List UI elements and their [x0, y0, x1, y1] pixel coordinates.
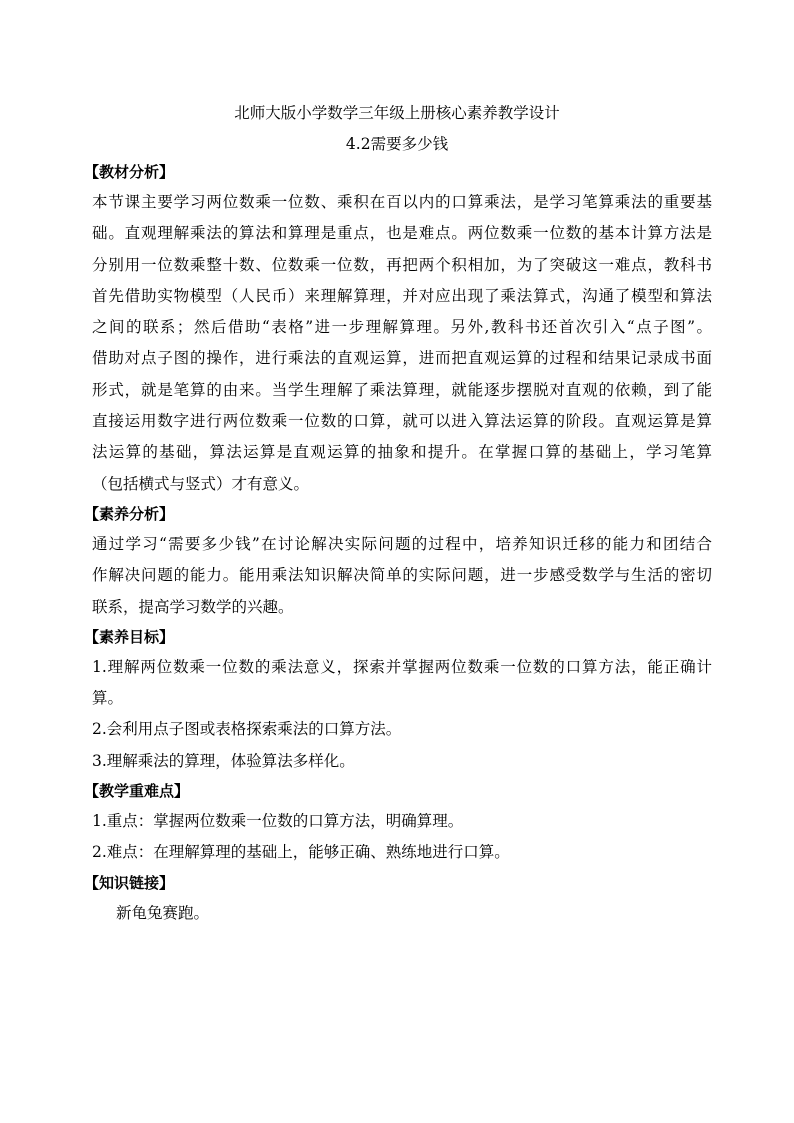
- document-title: 北师大版小学数学三年级上册核心素养教学设计: [234, 104, 560, 122]
- lesson-subtitle: 4.2需要多少钱: [345, 135, 449, 153]
- list-item: 1.理解两位数乘一位数的乘法意义，探索并掌握两位数乘一位数的口算方法，能正确计: [92, 657, 712, 676]
- paragraph-line: 作解决问题的能力。能用乘法知识解决简单的实际问题，进一步感受数学与生活的密切: [92, 566, 712, 585]
- paragraph-line: 分别用一位数乘整十数、位数乘一位数，再把两个积相加，为了突破这一难点，教科书: [92, 255, 712, 274]
- list-item: 新龟兔赛跑。: [116, 903, 210, 922]
- key-points-list: [92, 806, 712, 869]
- paragraph-line: 础。直观理解乘法的算法和算理是重点，也是难点。两位数乘一位数的基本计算方法是: [92, 224, 712, 243]
- list-item: 3.理解乘法的算理，体验算法多样化。: [92, 751, 355, 770]
- paragraph-line: 形式，就是笔算的由来。当学生理解了乘法算理，就能逐步摆脱对直观的依赖，到了能: [92, 380, 712, 399]
- section-heading-key-points: 【教学重难点】: [84, 782, 190, 801]
- section-heading-literacy-analysis: 【素养分析】: [84, 504, 175, 523]
- literacy-goals-list: [92, 652, 712, 777]
- paragraph-line: 联系，提高学习数学的兴趣。: [92, 597, 294, 616]
- list-item: 1.重点：掌握两位数乘一位数的口算方法，明确算理。: [92, 812, 464, 831]
- textbook-analysis-paragraph: [92, 187, 712, 500]
- list-item: 2.会利用点子图或表格探索乘法的口算方法。: [92, 720, 402, 739]
- list-item: 2.难点：在理解算理的基础上，能够正确、熟练地进行口算。: [92, 843, 510, 862]
- paragraph-line: 通过学习“需要多少钱”在讨论解决实际问题的过程中，培养知识迁移的能力和团结合: [92, 534, 712, 553]
- paragraph-line: 直接运用数字进行两位数乘一位数的口算，就可以进入算法运算的阶段。直观运算是算: [92, 412, 712, 431]
- paragraph-line: 首先借助实物模型（人民币）来理解算理，并对应出现了乘法算式，沟通了模型和算法: [92, 286, 712, 305]
- section-heading-knowledge-link: 【知识链接】: [84, 873, 175, 892]
- paragraph-line: 借助对点子图的操作，进行乘法的直观运算，进而把直观运算的过程和结果记录成书面: [92, 349, 712, 368]
- section-heading-textbook-analysis: 【教材分析】: [84, 163, 175, 181]
- document-body: [84, 162, 712, 933]
- list-item-continuation: 算。: [92, 689, 124, 708]
- literacy-analysis-paragraph: [92, 529, 712, 623]
- paragraph-line: 法运算的基础，算法运算是直观运算的抽象和提升。在掌握口算的基础上，学习笔算: [92, 443, 712, 462]
- knowledge-link-list: [92, 898, 712, 929]
- section-heading-literacy-goals: 【素养目标】: [84, 627, 175, 646]
- paragraph-line: 本节课主要学习两位数乘一位数、乘积在百以内的口算乘法，是学习笔算乘法的重要基: [92, 193, 712, 211]
- paragraph-line: 之间的联系；然后借助“表格”进一步理解算理。另外,教科书还首次引入“点子图”。: [92, 318, 712, 337]
- paragraph-line: （包括横式与竖式）才有意义。: [92, 474, 310, 493]
